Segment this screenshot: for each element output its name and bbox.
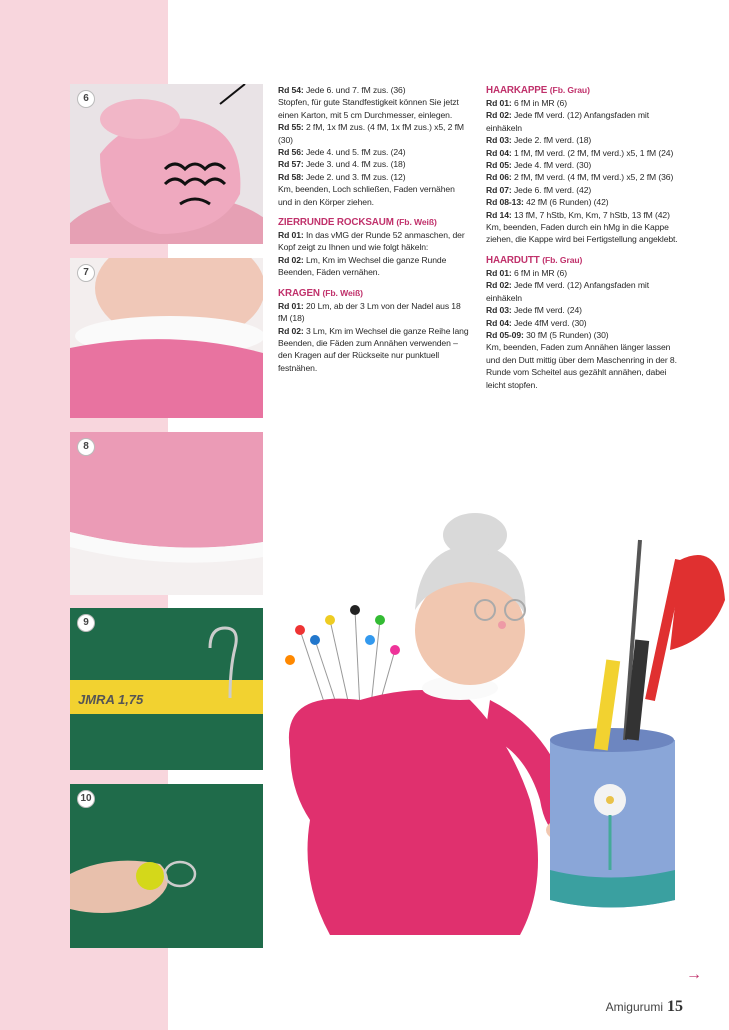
section-title-haardutt: HAARDUTT (Fb. Grau) [486, 254, 583, 266]
step-photo-7 [70, 258, 263, 418]
section-title-haarkappe: HAARKAPPE (Fb. Grau) [486, 85, 590, 96]
magazine-name: Amigurumi [605, 1000, 663, 1014]
step-photo-10 [70, 784, 263, 948]
instructions-column-2: HAARKAPPE (Fb. Grau) Rd 01: 6 fM in MR (6) Rd 02: Jede fM verd. (12) Anfangsfaden mit einhäkeln Rd 03: Jede 2. fM verd. (18) Rd 04: 1 fM, fM verd. (2 fM, fM verd.) x5, 1 fM (24) Rd 05: Jede 4. fM verd. (30) Rd 06: 2 fM, fM verd. (4 fM, fM verd.) x5, 2 fM (36) Rd 07: Jede 6. fM verd. (42) Rd 08-13: 42 fM (6 Runden) (42) Rd 14: 13 fM, 7 hStb, Km, Km, 7 hStb, 13 fM (42) Km, beenden, Faden durch ein hMg in die Kappe ziehen, die Kappe wird bei Fertigstellung angeklebt. HAARDUTT (Fb. Grau) Rd 01: 6 fM in MR (6) Rd 02: Jede fM verd. (12) Anfangsfaden mit einhäkeln Rd 03: Jede fM verd. (24) Rd 04: Jede 4fM verd. (30) Rd 05-09: 30 fM (5 Runden) (30) Km, beenden, Faden zum Annähen länger lassen und den Dutt mittig über dem Maschenring in der 8. Runde vom Scheitel aus gezählt annähen, dabei leicht stopfen. [486, 84, 680, 391]
page-footer [606, 998, 683, 1016]
step-number-9: 9 [77, 614, 95, 632]
step-photo-6 [70, 84, 263, 244]
step-photo-9 [70, 608, 263, 770]
step-photo-8 [70, 432, 263, 595]
step-number-8: 8 [77, 438, 95, 456]
step-number-7: 7 [77, 264, 95, 282]
page-number: 15 [667, 998, 683, 1015]
next-page-arrow-icon: → [686, 966, 702, 983]
hook-label: JMRA 1,75 [78, 692, 144, 707]
section-title-kragen: KRAGEN (Fb. Weiß) [278, 287, 363, 299]
finished-doll-photo [270, 500, 729, 940]
step-number-10: 10 [77, 790, 95, 808]
section-title-rocksaum: ZIERRUNDE ROCKSAUM (Fb. Weiß) [278, 217, 437, 229]
instructions-column-1: Rd 54: Jede 6. und 7. fM zus. (36) Stopfen, für gute Standfestigkeit können Sie jetzt einen Karton, mit 5 cm Durchmesser, einlegen. Rd 55: 2 fM, 1x fM zus. (4 fM, 1x fM zus.) x5, 2 fM (30) Rd 56: Jede 4. und 5. fM zus. (24) Rd 57: Jede 3. und 4. fM zus. (18) Rd 58: Jede 2. und 3. fM zus. (12) Km, beenden, Loch schließen, Faden vernähen und in den Körper ziehen. ZIERRUNDE ROCKSAUM (Fb. Weiß) Rd 01: In das vMG der Runde 52 anmaschen, der Kopf zeigt zu Ihnen und wie folgt häkeln: Rd 02: Lm, Km im Wechsel die ganze Runde Beenden, Fäden vernähen. KRAGEN (Fb. Weiß) Rd 01: 20 Lm, ab der 3 Lm von der Nadel aus 18 fM (18) Rd 02: 3 Lm, Km im Wechsel die ganze Reihe lang Beenden, die Fäden zum Annähen verwenden – den Kragen auf der Rückseite nur punktuell festnähen. [278, 85, 469, 373]
step-number-6: 6 [77, 90, 95, 108]
